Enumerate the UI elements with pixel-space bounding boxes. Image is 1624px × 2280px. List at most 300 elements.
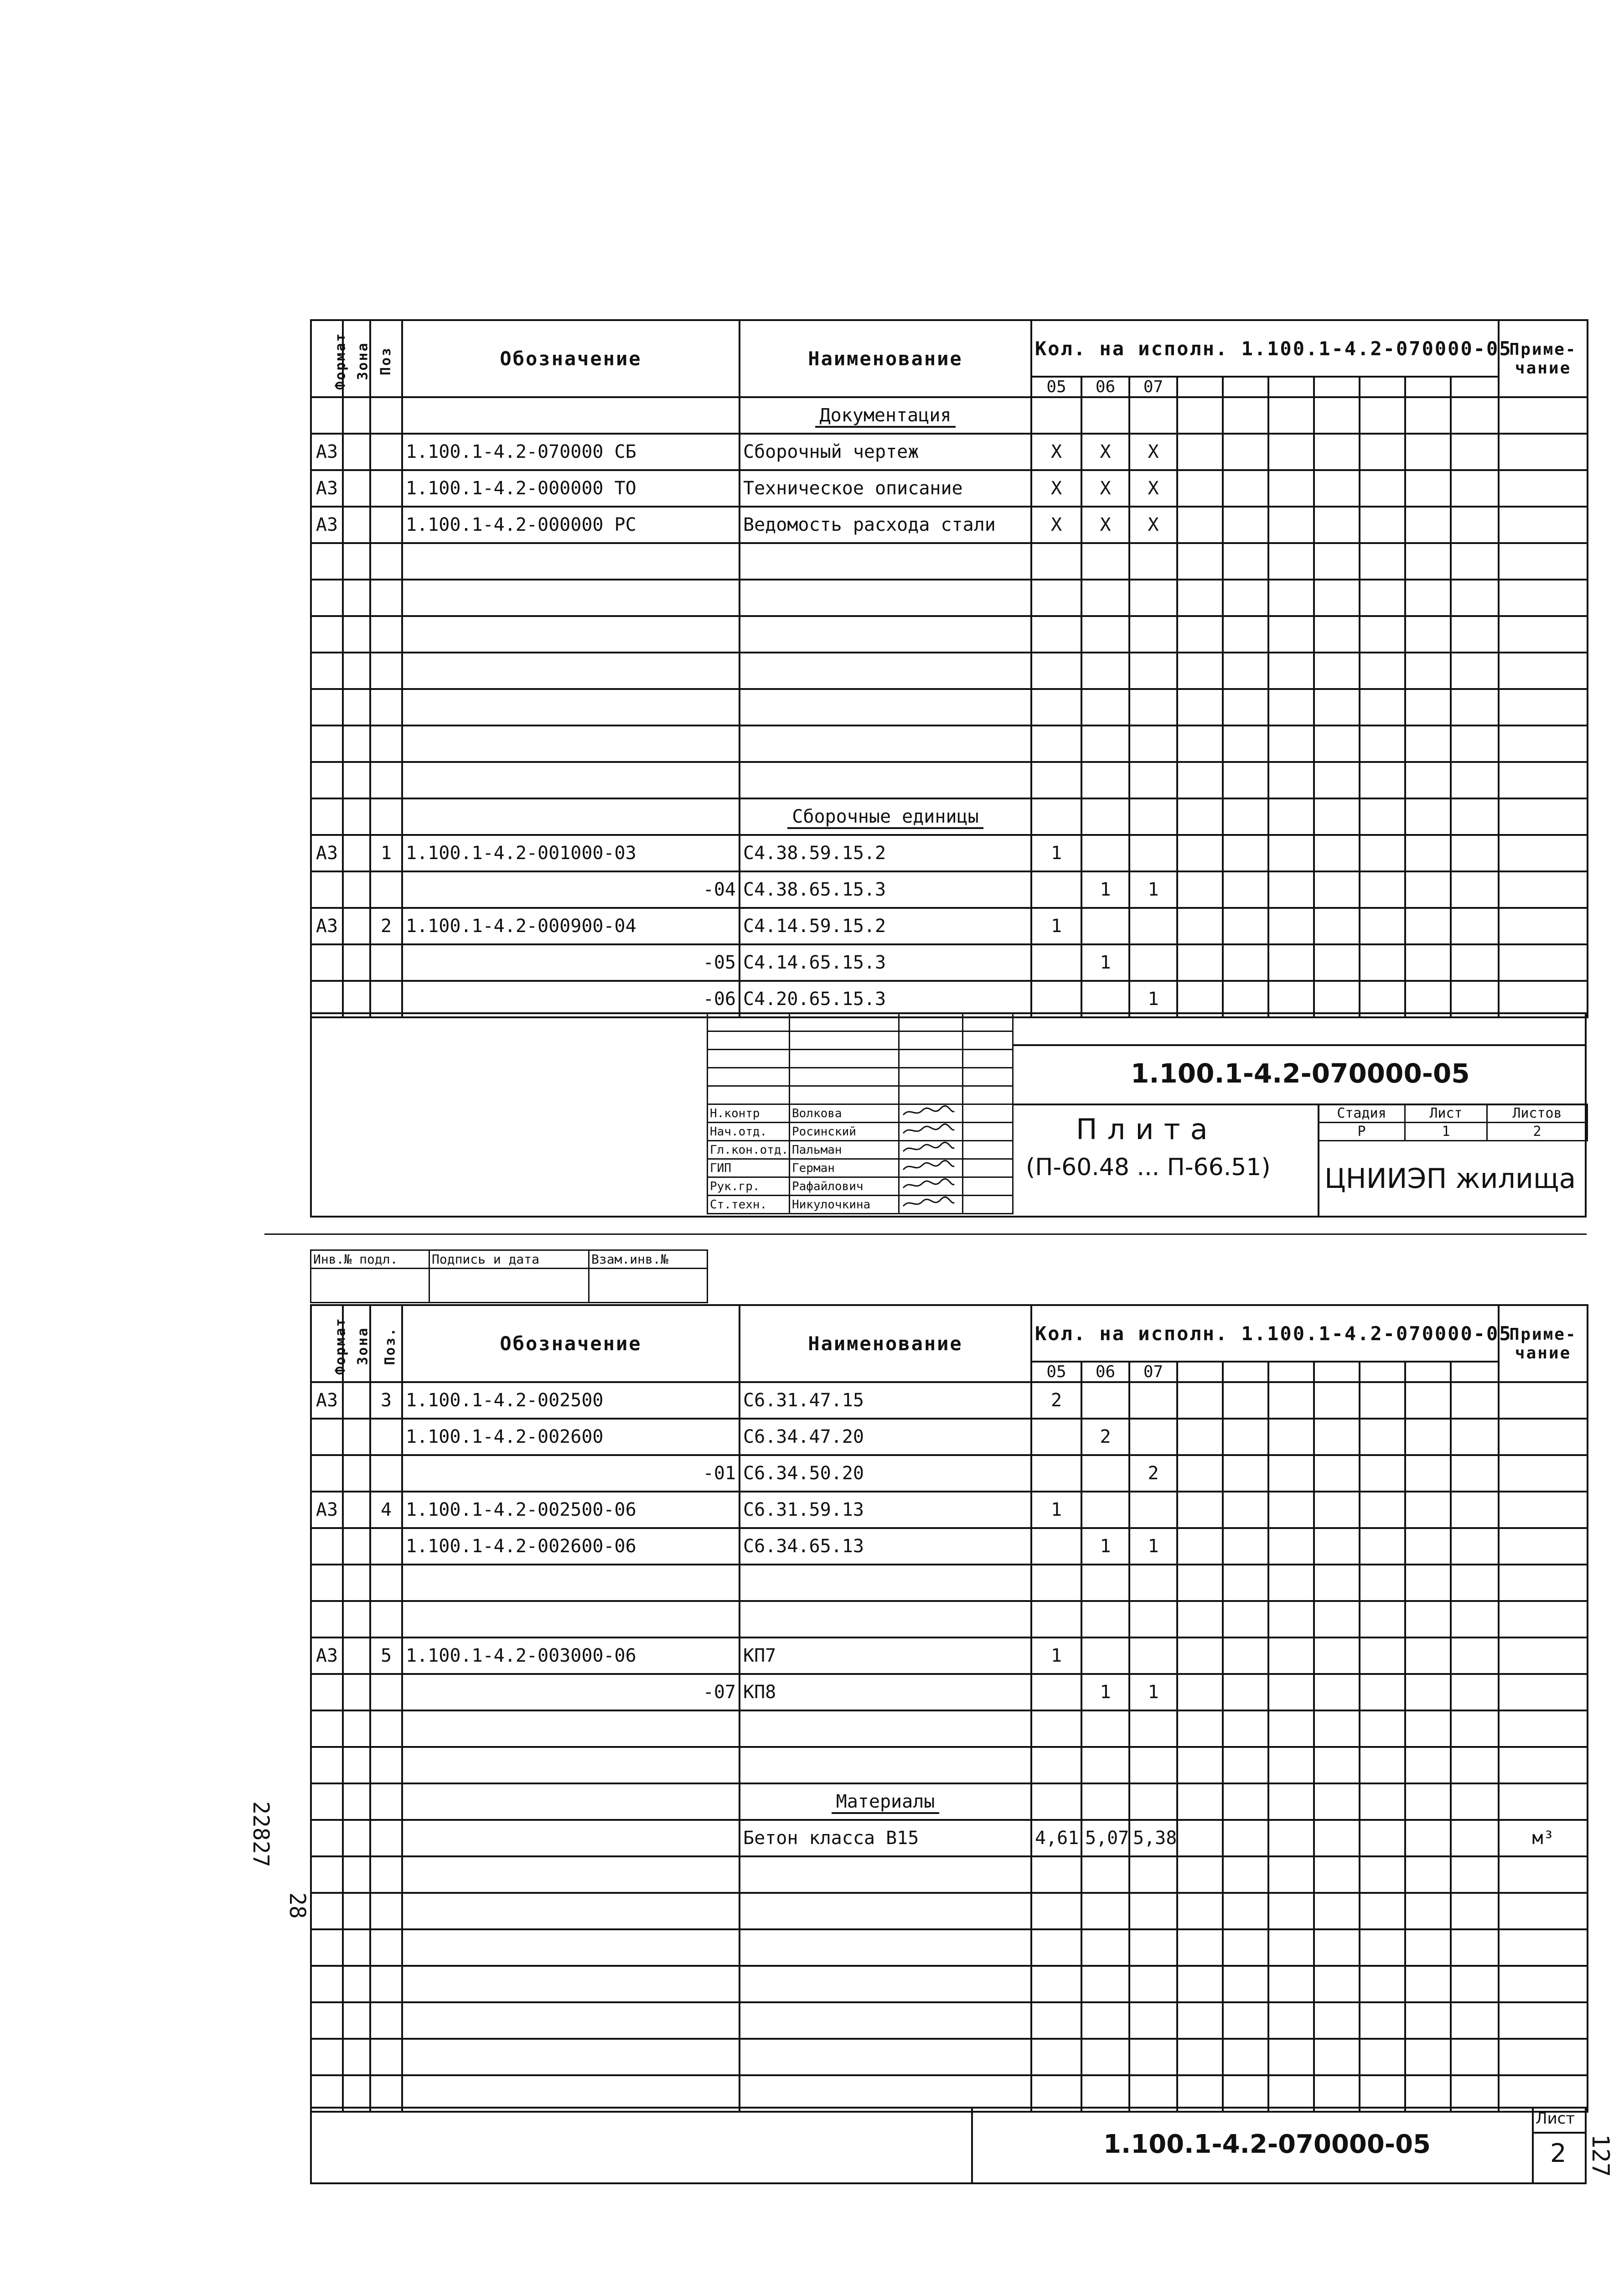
qty-07-cell — [1129, 1783, 1177, 1820]
qty-empty-cell — [1360, 1565, 1405, 1601]
qty-07-cell — [1129, 835, 1177, 871]
qty-empty-cell — [1314, 798, 1360, 835]
name-cell: С6.31.47.15 — [740, 1382, 1031, 1419]
name-cell — [740, 543, 1031, 580]
qty-05-cell — [1031, 1893, 1081, 1929]
note-cell — [1499, 1528, 1588, 1565]
qty-empty-cell — [1268, 798, 1314, 835]
qty-empty-cell — [1314, 1929, 1360, 1966]
stage-label: Стадия — [1319, 1104, 1405, 1123]
zone-cell — [343, 2039, 370, 2075]
zone-cell — [343, 908, 370, 944]
name-cell — [740, 1856, 1031, 1893]
qty-empty-cell — [1405, 1492, 1451, 1528]
qty-07-cell — [1129, 798, 1177, 835]
col-zone-header: Зона — [343, 320, 370, 397]
qty-05-cell — [1031, 1966, 1081, 2002]
qty-empty-cell — [1314, 1455, 1360, 1492]
qty-05-cell — [1031, 1565, 1081, 1601]
qty-empty-cell — [1451, 981, 1499, 1017]
qty-empty-cell — [1268, 434, 1314, 470]
qty-empty-cell — [1268, 470, 1314, 507]
qty-07-cell — [1129, 1929, 1177, 1966]
col-var-07: 07 — [1129, 377, 1177, 397]
format-cell — [311, 397, 343, 434]
qty-empty-cell — [1268, 653, 1314, 689]
qty-empty-cell — [1360, 1492, 1405, 1528]
zone-cell — [343, 1492, 370, 1528]
qty-empty-cell — [1314, 762, 1360, 798]
qty-empty-cell — [1314, 1419, 1360, 1455]
page-number: 127 — [1587, 2134, 1614, 2177]
table-row — [311, 1382, 1588, 1419]
qty-07-cell — [1129, 1966, 1177, 2002]
qty-empty-cell — [1314, 2075, 1360, 2112]
qty-07-cell — [1129, 1747, 1177, 1783]
table-row — [311, 507, 1588, 543]
designation-cell: 1.100.1-4.2-002500 — [402, 1382, 740, 1419]
qty-empty-cell — [1360, 507, 1405, 543]
signer-role: Н.контр — [708, 1104, 790, 1123]
table-row — [311, 1747, 1588, 1783]
qty-empty-cell — [1405, 616, 1451, 653]
col-designation-header: Обозначение — [402, 1305, 740, 1382]
table-row — [311, 1710, 1588, 1747]
table-row — [311, 981, 1588, 1017]
qty-06-cell — [1081, 2075, 1129, 2112]
qty-07-cell — [1129, 944, 1177, 981]
zone-cell — [343, 1856, 370, 1893]
qty-empty-cell — [1405, 653, 1451, 689]
qty-empty-cell — [1314, 981, 1360, 1017]
spec-table-sheet-2 — [310, 1304, 1588, 2113]
signature-mark — [899, 1141, 963, 1159]
position-cell: 2 — [370, 908, 402, 944]
qty-empty-cell — [1177, 1637, 1223, 1674]
position-cell — [370, 798, 402, 835]
qty-06-cell: X — [1081, 507, 1129, 543]
qty-empty-cell — [1223, 580, 1268, 616]
designation-cell — [402, 1565, 740, 1601]
qty-empty-cell — [1451, 1455, 1499, 1492]
qty-empty-cell — [1360, 835, 1405, 871]
format-cell — [311, 1856, 343, 1893]
table-row — [311, 2002, 1588, 2039]
section-title: Документация — [815, 405, 956, 428]
note-cell — [1499, 1565, 1588, 1601]
qty-empty-cell — [1268, 1929, 1314, 1966]
qty-empty-cell — [1360, 725, 1405, 762]
qty-empty-cell — [1314, 1893, 1360, 1929]
qty-empty-cell — [1405, 434, 1451, 470]
signature-mark — [899, 1104, 963, 1123]
qty-05-cell — [1031, 2039, 1081, 2075]
format-cell — [311, 2075, 343, 2112]
qty-empty-cell — [1405, 762, 1451, 798]
note-cell — [1499, 397, 1588, 434]
qty-empty-cell — [1360, 1820, 1405, 1856]
designation-cell: 1.100.1-4.2-002600 — [402, 1419, 740, 1455]
qty-empty-cell — [1223, 434, 1268, 470]
position-cell — [370, 1455, 402, 1492]
name-cell — [740, 725, 1031, 762]
note-cell — [1499, 1856, 1588, 1893]
zone-cell — [343, 981, 370, 1017]
note-cell — [1499, 1710, 1588, 1747]
qty-empty-cell — [1360, 580, 1405, 616]
sheet-separator — [264, 1233, 1587, 1235]
qty-05-cell — [1031, 580, 1081, 616]
qty-empty-cell — [1314, 1565, 1360, 1601]
qty-07-cell: 1 — [1129, 1674, 1177, 1710]
qty-empty-cell — [1314, 1637, 1360, 1674]
qty-empty-cell — [1177, 981, 1223, 1017]
position-cell — [370, 543, 402, 580]
zone-cell — [343, 944, 370, 981]
position-cell — [370, 1856, 402, 1893]
qty-empty-cell — [1360, 871, 1405, 908]
note-cell — [1499, 1455, 1588, 1492]
qty-06-cell — [1081, 2039, 1129, 2075]
qty-empty-cell — [1451, 1674, 1499, 1710]
qty-07-cell: X — [1129, 434, 1177, 470]
qty-05-cell — [1031, 1419, 1081, 1455]
zone-cell — [343, 1419, 370, 1455]
position-cell — [370, 1820, 402, 1856]
table-row — [311, 580, 1588, 616]
qty-empty-cell — [1268, 1419, 1314, 1455]
table-row — [311, 1492, 1588, 1528]
sheets-label: Листов — [1487, 1104, 1588, 1123]
section-heading — [740, 397, 1031, 434]
qty-empty-cell — [1360, 1710, 1405, 1747]
position-cell — [370, 1419, 402, 1455]
name-cell — [740, 1893, 1031, 1929]
format-cell — [311, 981, 343, 1017]
qty-empty-cell — [1360, 1929, 1405, 1966]
qty-empty-cell — [1177, 871, 1223, 908]
signature-mark — [899, 1159, 963, 1177]
note-cell — [1499, 762, 1588, 798]
qty-empty-cell — [1314, 543, 1360, 580]
qty-empty-cell — [1314, 434, 1360, 470]
format-cell — [311, 1966, 343, 2002]
qty-07-cell — [1129, 2075, 1177, 2112]
qty-06-cell — [1081, 2002, 1129, 2039]
signer-row — [708, 1123, 1013, 1141]
qty-empty-cell — [1405, 1601, 1451, 1637]
qty-empty-cell — [1360, 2075, 1405, 2112]
format-cell: А3 — [311, 1492, 343, 1528]
designation-cell: 1.100.1-4.2-001000-03 — [402, 835, 740, 871]
qty-empty-cell — [1223, 1637, 1268, 1674]
qty-empty-cell — [1223, 1893, 1268, 1929]
zone-cell — [343, 2075, 370, 2112]
name-cell: С4.20.65.15.3 — [740, 981, 1031, 1017]
table-row — [311, 1419, 1588, 1455]
col-note-header: Приме-чание — [1499, 1305, 1588, 1382]
designation-cell: 1.100.1-4.2-070000 СБ — [402, 434, 740, 470]
qty-05-cell — [1031, 1747, 1081, 1783]
sheet-2-label: Лист — [1536, 2109, 1575, 2128]
qty-07-cell: 5,38 — [1129, 1820, 1177, 1856]
qty-empty-cell — [1268, 1856, 1314, 1893]
name-cell: С4.38.59.15.2 — [740, 835, 1031, 871]
signer-name: Росинский — [790, 1123, 899, 1141]
qty-empty-cell — [1451, 434, 1499, 470]
note-cell — [1499, 1601, 1588, 1637]
qty-empty-cell — [1223, 1492, 1268, 1528]
qty-empty-cell — [1177, 1528, 1223, 1565]
qty-05-cell: 4,61 — [1031, 1820, 1081, 1856]
qty-06-cell — [1081, 616, 1129, 653]
margin-number-2: 28 — [284, 1892, 310, 1919]
qty-06-cell — [1081, 1601, 1129, 1637]
qty-05-cell: X — [1031, 507, 1081, 543]
qty-empty-cell — [1405, 1419, 1451, 1455]
qty-07-cell: 2 — [1129, 1455, 1177, 1492]
zone-cell — [343, 1783, 370, 1820]
zone-cell — [343, 507, 370, 543]
note-cell: м³ — [1499, 1820, 1588, 1856]
table-row — [311, 434, 1588, 470]
format-cell — [311, 1893, 343, 1929]
signature-mark — [899, 1177, 963, 1196]
format-cell: А3 — [311, 908, 343, 944]
qty-empty-cell — [1451, 616, 1499, 653]
qty-empty-cell — [1405, 1966, 1451, 2002]
document-code-sheet-1: 1.100.1-4.2-070000-05 — [1131, 1058, 1470, 1089]
format-cell — [311, 543, 343, 580]
qty-05-cell: 1 — [1031, 1637, 1081, 1674]
zone-cell — [343, 1966, 370, 2002]
name-cell — [740, 1565, 1031, 1601]
section-row — [311, 397, 1588, 434]
qty-07-cell — [1129, 1856, 1177, 1893]
qty-empty-cell — [1268, 543, 1314, 580]
qty-empty-cell — [1177, 835, 1223, 871]
qty-07-cell: 1 — [1129, 981, 1177, 1017]
qty-empty-cell — [1268, 1637, 1314, 1674]
qty-07-cell — [1129, 397, 1177, 434]
position-cell: 5 — [370, 1637, 402, 1674]
qty-empty-cell — [1177, 725, 1223, 762]
qty-07-cell — [1129, 1565, 1177, 1601]
designation-cell: 1.100.1-4.2-000000 ТО — [402, 470, 740, 507]
qty-empty-cell — [1314, 397, 1360, 434]
designation-cell — [402, 1783, 740, 1820]
qty-07-cell — [1129, 762, 1177, 798]
qty-empty-cell — [1268, 1893, 1314, 1929]
qty-empty-cell — [1405, 507, 1451, 543]
qty-empty-cell — [1451, 689, 1499, 725]
qty-empty-cell — [1223, 944, 1268, 981]
qty-empty-cell — [1360, 616, 1405, 653]
qty-06-cell — [1081, 908, 1129, 944]
qty-empty-cell — [1268, 1455, 1314, 1492]
designation-cell: 1.100.1-4.2-002600-06 — [402, 1528, 740, 1565]
name-cell: КП7 — [740, 1637, 1031, 1674]
qty-empty-cell — [1360, 2002, 1405, 2039]
note-cell — [1499, 798, 1588, 835]
drawing-title: Плита — [1076, 1113, 1218, 1146]
position-cell — [370, 725, 402, 762]
qty-empty-cell — [1405, 1783, 1451, 1820]
qty-06-cell — [1081, 762, 1129, 798]
qty-empty-cell — [1177, 1492, 1223, 1528]
format-cell — [311, 2039, 343, 2075]
qty-06-cell: 1 — [1081, 871, 1129, 908]
qty-empty-cell — [1405, 944, 1451, 981]
position-cell — [370, 2039, 402, 2075]
qty-06-cell — [1081, 1966, 1129, 2002]
note-cell — [1499, 507, 1588, 543]
col-format-header: Формат — [311, 320, 343, 397]
note-cell — [1499, 1966, 1588, 2002]
name-cell: С6.34.47.20 — [740, 1419, 1031, 1455]
qty-empty-cell — [1268, 1674, 1314, 1710]
qty-empty-cell — [1223, 2075, 1268, 2112]
qty-empty-cell — [1360, 1455, 1405, 1492]
qty-empty-cell — [1405, 543, 1451, 580]
qty-06-cell — [1081, 725, 1129, 762]
note-cell — [1499, 653, 1588, 689]
qty-empty-cell — [1268, 944, 1314, 981]
qty-empty-cell — [1314, 580, 1360, 616]
table-row — [311, 689, 1588, 725]
qty-empty-cell — [1405, 981, 1451, 1017]
col-zone-header: Зона — [343, 1305, 370, 1382]
qty-06-cell: X — [1081, 470, 1129, 507]
name-cell: Сборочный чертеж — [740, 434, 1031, 470]
name-cell: С6.31.59.13 — [740, 1492, 1031, 1528]
table-row — [311, 2039, 1588, 2075]
col-var-06: 06 — [1081, 1362, 1129, 1382]
qty-empty-cell — [1177, 470, 1223, 507]
position-cell: 1 — [370, 835, 402, 871]
qty-07-cell — [1129, 1637, 1177, 1674]
qty-06-cell — [1081, 1565, 1129, 1601]
zone-cell — [343, 1674, 370, 1710]
note-cell — [1499, 1783, 1588, 1820]
qty-empty-cell — [1360, 798, 1405, 835]
zone-cell — [343, 1929, 370, 1966]
position-cell — [370, 507, 402, 543]
zone-cell — [343, 725, 370, 762]
qty-empty-cell — [1451, 1528, 1499, 1565]
qty-05-cell — [1031, 1455, 1081, 1492]
designation-cell: 1.100.1-4.2-000900-04 — [402, 908, 740, 944]
signer-role: ГИП — [708, 1159, 790, 1177]
position-cell — [370, 2075, 402, 2112]
qty-empty-cell — [1451, 1601, 1499, 1637]
designation-cell — [402, 725, 740, 762]
note-cell — [1499, 689, 1588, 725]
inv-label-3: Взам.инв.№ — [589, 1250, 708, 1269]
table-row — [311, 1893, 1588, 1929]
format-cell: А3 — [311, 434, 343, 470]
sheet-2-number: 2 — [1550, 2139, 1567, 2168]
qty-empty-cell — [1177, 689, 1223, 725]
qty-empty-cell — [1223, 871, 1268, 908]
qty-empty-cell — [1405, 871, 1451, 908]
note-cell — [1499, 470, 1588, 507]
qty-empty-cell — [1451, 1966, 1499, 2002]
section-heading — [740, 1783, 1031, 1820]
qty-empty-cell — [1451, 1382, 1499, 1419]
qty-empty-cell — [1360, 1382, 1405, 1419]
zone-cell — [343, 689, 370, 725]
designation-cell — [402, 2002, 740, 2039]
format-cell — [311, 944, 343, 981]
qty-empty-cell — [1268, 1382, 1314, 1419]
col-pos-header: Поз — [370, 320, 402, 397]
qty-06-cell — [1081, 1455, 1129, 1492]
qty-07-cell — [1129, 1893, 1177, 1929]
position-cell — [370, 1710, 402, 1747]
qty-empty-cell — [1177, 653, 1223, 689]
qty-empty-cell — [1268, 2002, 1314, 2039]
qty-empty-cell — [1223, 1419, 1268, 1455]
qty-empty-cell — [1223, 1929, 1268, 1966]
qty-empty-cell — [1177, 1419, 1223, 1455]
qty-05-cell: 1 — [1031, 1492, 1081, 1528]
stage-value: Р — [1319, 1123, 1405, 1141]
qty-empty-cell — [1314, 725, 1360, 762]
zone-cell — [343, 1747, 370, 1783]
zone-cell — [343, 835, 370, 871]
format-cell — [311, 1674, 343, 1710]
qty-empty-cell — [1451, 1856, 1499, 1893]
qty-empty-cell — [1223, 981, 1268, 1017]
qty-07-cell — [1129, 2002, 1177, 2039]
qty-06-cell — [1081, 689, 1129, 725]
signer-name: Пальман — [790, 1141, 899, 1159]
qty-07-cell — [1129, 2039, 1177, 2075]
qty-07-cell — [1129, 1419, 1177, 1455]
qty-empty-cell — [1268, 1966, 1314, 2002]
qty-empty-cell — [1405, 1637, 1451, 1674]
qty-empty-cell — [1177, 2039, 1223, 2075]
qty-empty-cell — [1177, 762, 1223, 798]
qty-07-cell — [1129, 689, 1177, 725]
table-row — [311, 871, 1588, 908]
designation-cell — [402, 397, 740, 434]
table-row — [311, 1929, 1588, 1966]
position-cell — [370, 1929, 402, 1966]
qty-05-cell — [1031, 1674, 1081, 1710]
note-cell — [1499, 616, 1588, 653]
designation-cell — [402, 1893, 740, 1929]
qty-empty-cell — [1405, 2039, 1451, 2075]
spec-table-sheet-1 — [310, 319, 1588, 1018]
qty-empty-cell — [1177, 2075, 1223, 2112]
qty-empty-cell — [1451, 397, 1499, 434]
qty-empty-cell — [1268, 1528, 1314, 1565]
zone-cell — [343, 1710, 370, 1747]
designation-cell — [402, 1820, 740, 1856]
qty-empty-cell — [1177, 1710, 1223, 1747]
qty-empty-cell — [1360, 653, 1405, 689]
note-cell — [1499, 580, 1588, 616]
zone-cell — [343, 543, 370, 580]
qty-06-cell: 1 — [1081, 1674, 1129, 1710]
signer-name: Никулочкина — [790, 1196, 899, 1214]
qty-empty-cell — [1268, 1601, 1314, 1637]
table-row — [311, 1820, 1588, 1856]
designation-cell — [402, 1856, 740, 1893]
qty-empty-cell — [1360, 1637, 1405, 1674]
